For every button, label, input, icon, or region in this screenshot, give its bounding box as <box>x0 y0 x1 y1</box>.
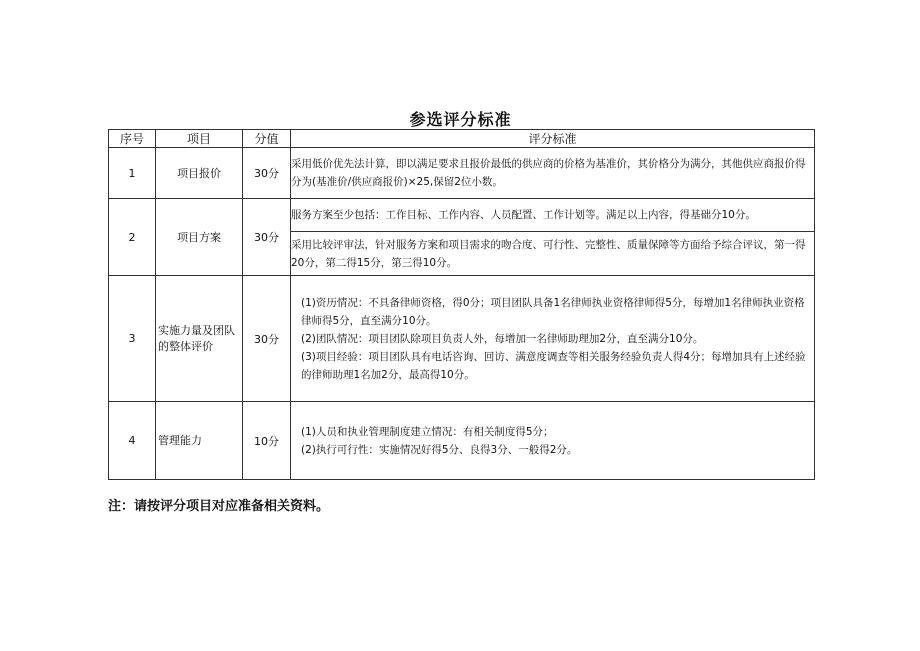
row-index: 4 <box>109 402 156 480</box>
row-criteria <box>291 402 815 480</box>
page-title: 参选评分标准 <box>409 110 512 129</box>
row-criteria <box>291 232 815 276</box>
header-item: 项目 <box>156 130 243 148</box>
footnote: 注：请按评分项目对应准备相关资料。 <box>108 499 330 514</box>
row-score: 30分 <box>243 276 291 402</box>
table-row <box>109 276 815 402</box>
table-row <box>109 402 815 480</box>
criteria-text: 采用低价优先法计算，即以满足要求且报价最低的供应商的价格为基准价，其价格分为满分，其他供应商报价得分为(基准价/供应商报价)×25,保留2位小数。 <box>291 158 806 188</box>
row-criteria <box>291 199 815 232</box>
scoring-table <box>108 129 815 480</box>
row-index: 3 <box>109 276 156 402</box>
header-criteria: 评分标准 <box>291 130 815 148</box>
criteria-text: 服务方案至少包括：工作目标、工作内容、人员配置、工作计划等。满足以上内容，得基础分10分。 <box>291 209 756 221</box>
criteria-text: (2)执行可行性：实施情况好得5分、良得3分、一般得2分。 <box>301 443 578 456</box>
row-score: 30分 <box>243 148 291 199</box>
criteria-text: (3)项目经验：项目团队具有电话咨询、回访、满意度调查等相关服务经验负责人得4分；每增加具有上述经验的律师助理1名加2分，最高得10分。 <box>301 350 806 381</box>
header-score: 分值 <box>243 130 291 148</box>
table-row <box>109 148 815 199</box>
row-item: 管理能力 <box>156 402 243 480</box>
row-score: 30分 <box>243 199 291 276</box>
row-criteria <box>291 276 815 402</box>
row-index: 2 <box>109 199 156 276</box>
row-item: 实施力量及团队的整体评价 <box>156 276 243 402</box>
row-criteria <box>291 148 815 199</box>
row-item: 项目报价 <box>156 148 243 199</box>
header-index: 序号 <box>109 130 156 148</box>
row-item: 项目方案 <box>156 199 243 276</box>
table-header-row <box>109 130 815 148</box>
row-index: 1 <box>109 148 156 199</box>
criteria-text: 采用比较评审法，针对服务方案和项目需求的吻合度、可行性、完整性、质量保障等方面给予综合评议，第一得20分，第二得15分，第三得10分。 <box>291 238 806 269</box>
criteria-text: (1)人员和执业管理制度建立情况：有相关制度得5分； <box>301 425 554 438</box>
table-row <box>109 199 815 232</box>
criteria-text: (2)团队情况：项目团队除项目负责人外，每增加一名律师助理加2分，直至满分10分。 <box>301 332 704 345</box>
row-score: 10分 <box>243 402 291 480</box>
criteria-text: (1)资历情况：不具备律师资格，得0分；项目团队具备1名律师执业资格律师得5分，每增加1名律师执业资格律师得5分，直至满分10分。 <box>301 296 805 327</box>
